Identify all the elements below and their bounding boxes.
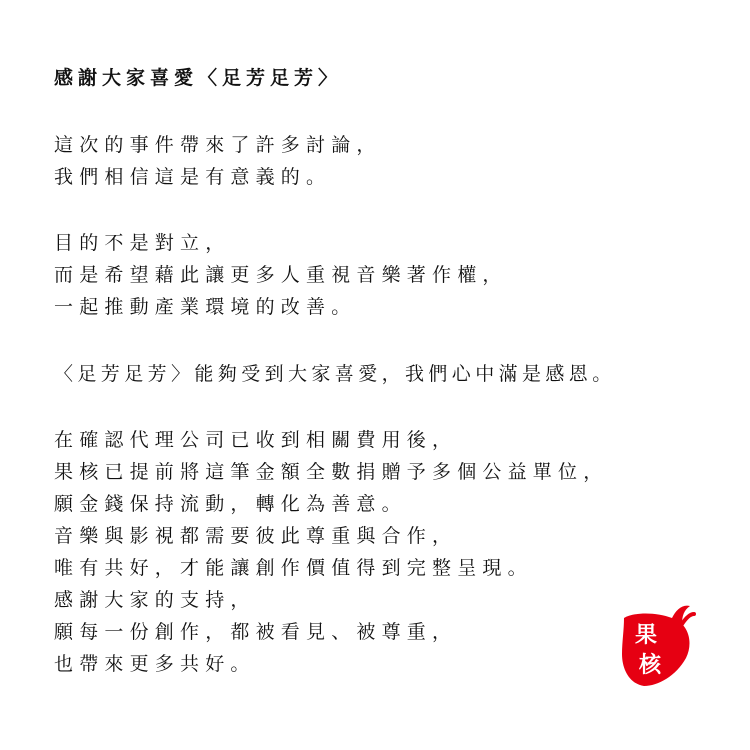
brand-logo — [616, 598, 698, 690]
text-line: 感謝大家的支持， — [54, 589, 256, 611]
text-line: 願金錢保持流動，轉化為善意。 — [54, 493, 407, 515]
text-line: 目的不是對立， — [54, 232, 231, 254]
text-line: 也帶來更多共好。 — [54, 653, 256, 675]
logo-text-top: 果 — [634, 623, 658, 648]
text-line: 而是希望藉此讓更多人重視音樂著作權， — [54, 264, 508, 286]
text-line: 一起推動產業環境的改善。 — [54, 296, 357, 318]
logo-text-bottom: 核 — [638, 653, 662, 678]
text-line: 在確認代理公司已收到相關費用後， — [54, 429, 458, 451]
text-line: 願每一份創作，都被看見、被尊重， — [54, 621, 458, 643]
text-line: 音樂與影視都需要彼此尊重與合作， — [54, 525, 458, 547]
text-line: 〈足芳足芳〉能夠受到大家喜愛，我們心中滿是感恩。 — [54, 363, 616, 385]
text-line: 我們相信這是有意義的。 — [54, 166, 332, 188]
text-line: 果核已提前將這筆金額全數捐贈予多個公益單位， — [54, 461, 609, 483]
text-line: 這次的事件帶來了許多討論， — [54, 134, 382, 156]
text-line: 唯有共好，才能讓創作價值得到完整呈現。 — [54, 557, 533, 579]
statement-title: 感謝大家喜愛〈足芳足芳〉 — [54, 67, 343, 89]
